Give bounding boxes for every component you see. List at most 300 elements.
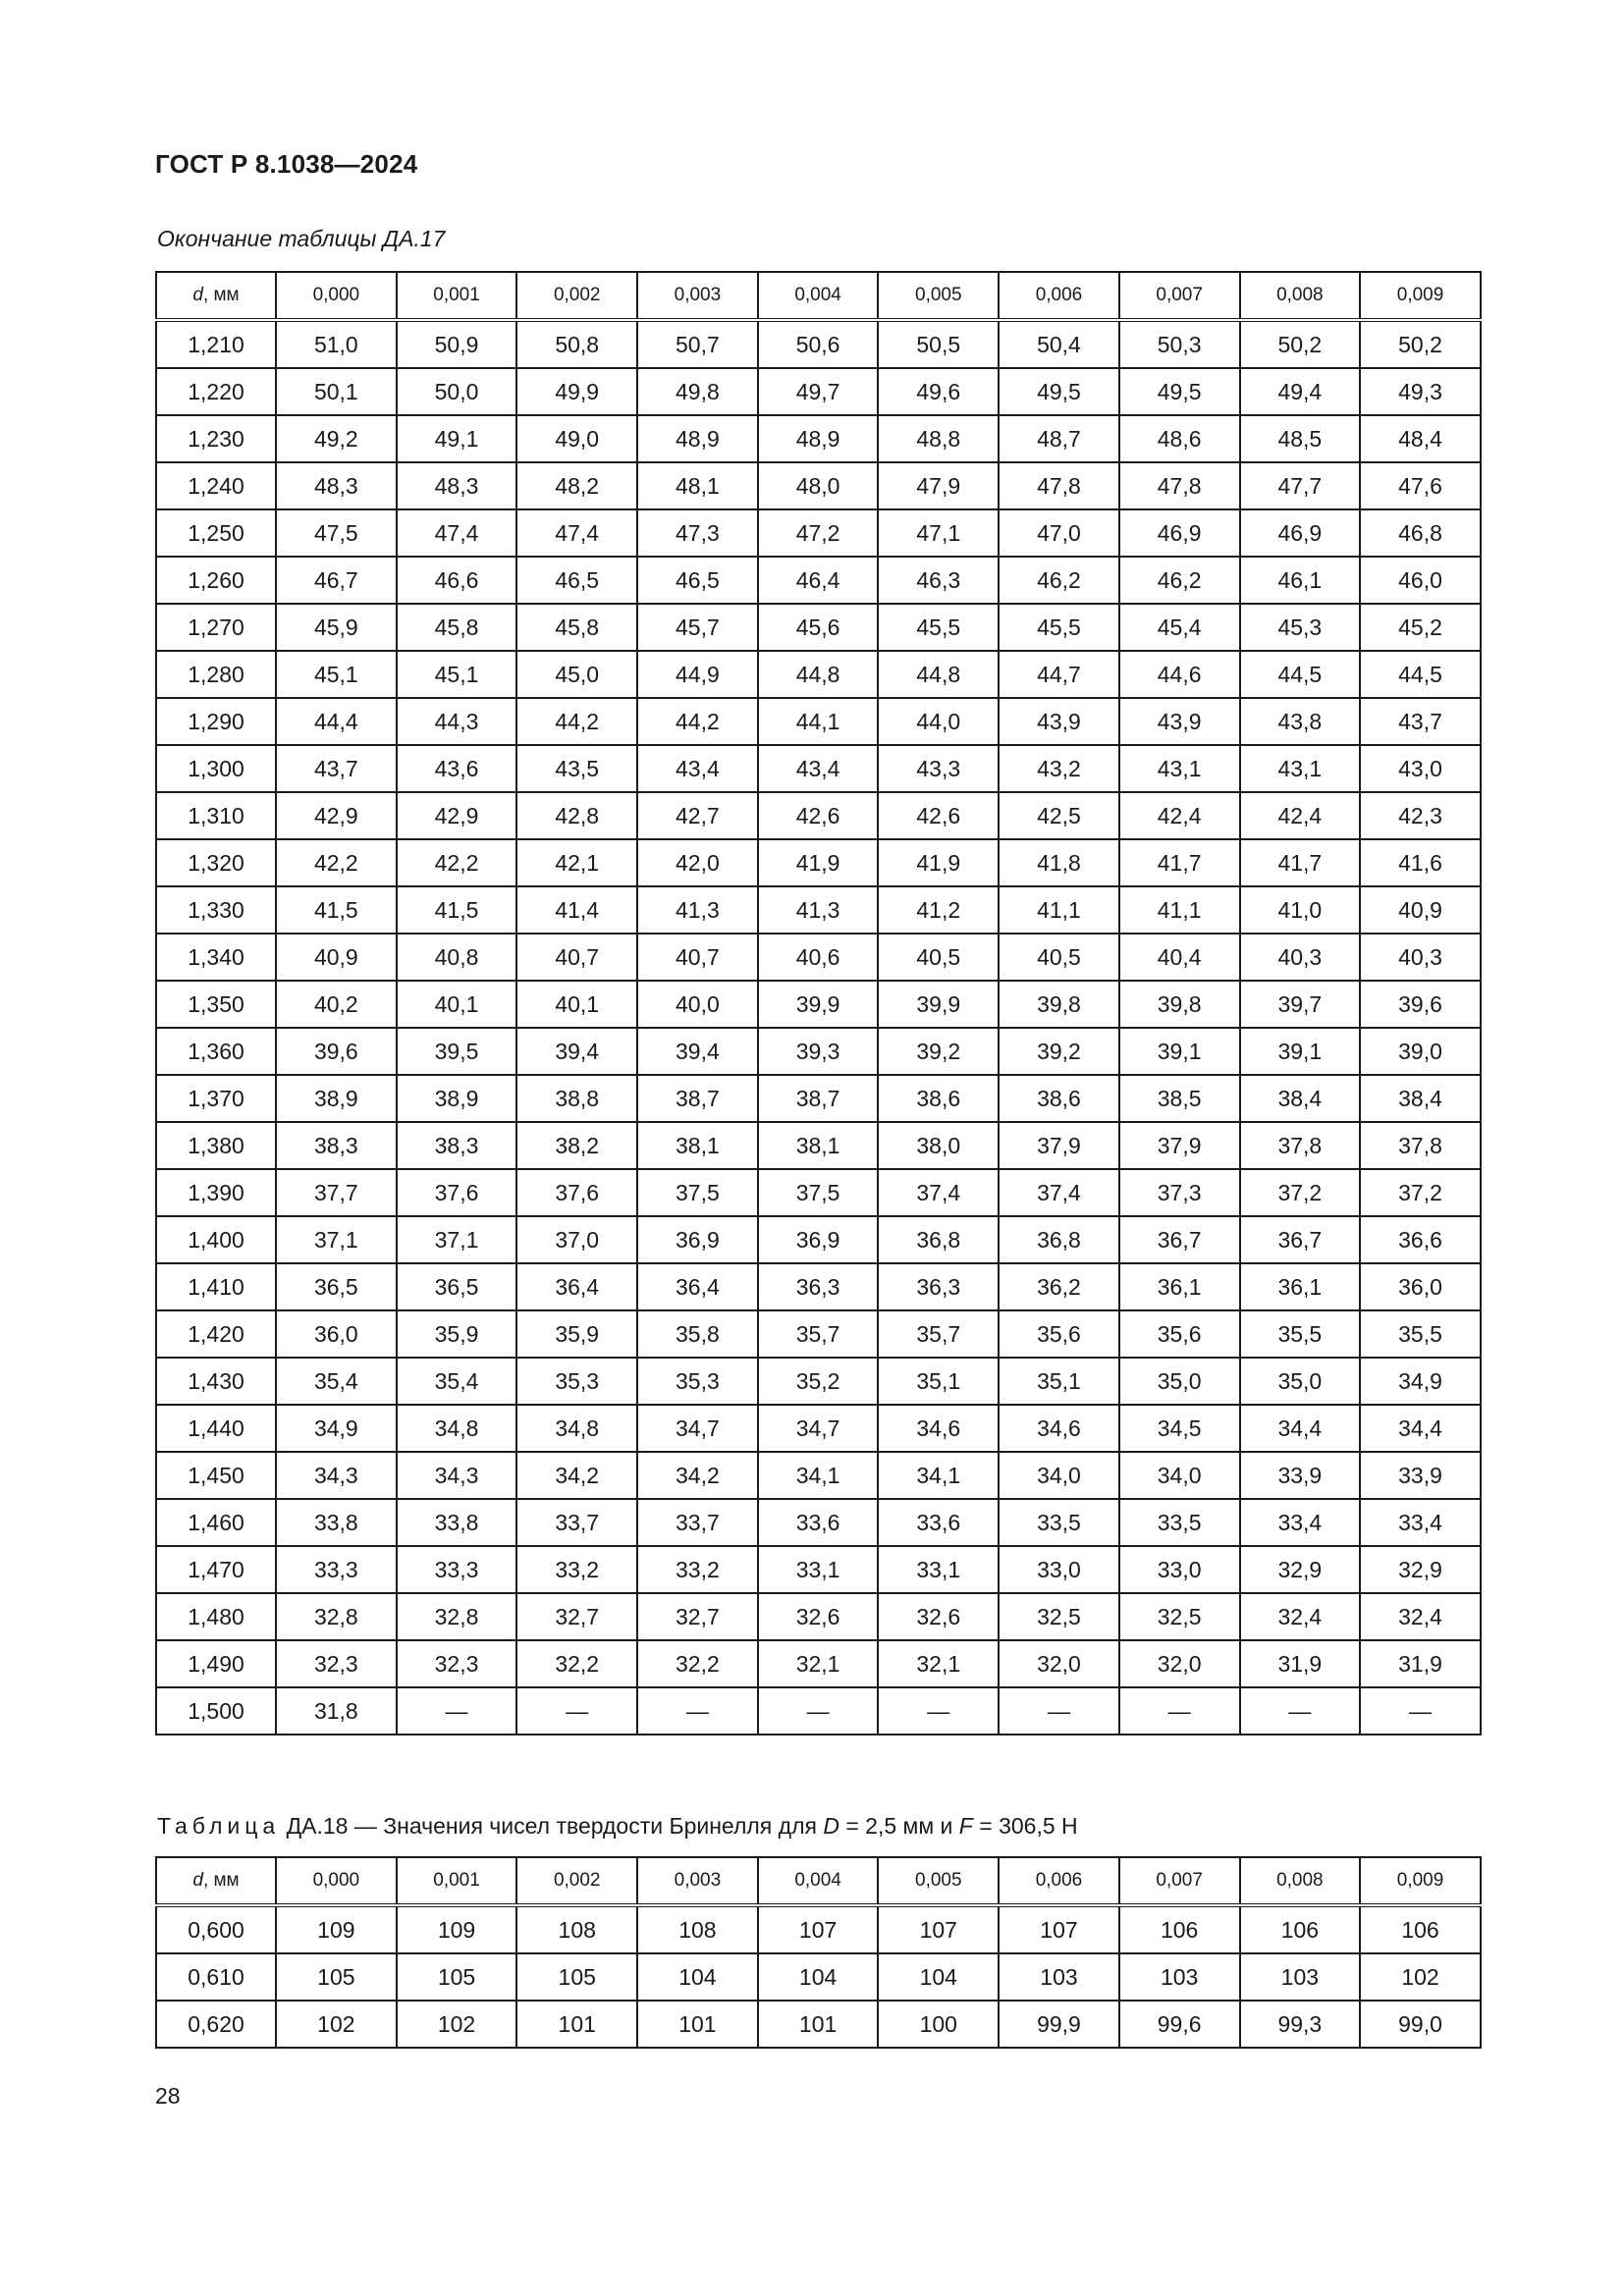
hardness-value-cell: 37,9	[1119, 1122, 1240, 1169]
hardness-value-cell: 100	[878, 2001, 999, 2048]
hardness-value-cell: 34,2	[516, 1452, 637, 1499]
hardness-value-cell: 102	[1360, 1953, 1481, 2001]
hardness-value-cell: —	[637, 1687, 758, 1735]
hardness-value-cell: 48,4	[1360, 415, 1481, 462]
hardness-value-cell: 34,3	[397, 1452, 517, 1499]
hardness-value-cell: 46,9	[1119, 509, 1240, 557]
hardness-value-cell: 36,1	[1119, 1263, 1240, 1310]
hardness-value-cell: 50,0	[397, 368, 517, 415]
table-row	[156, 557, 1481, 604]
hardness-value-cell: 47,5	[276, 509, 397, 557]
table-row	[156, 368, 1481, 415]
hardness-value-cell: 38,3	[397, 1122, 517, 1169]
hardness-value-cell: 47,4	[516, 509, 637, 557]
hardness-value-cell: 47,1	[878, 509, 999, 557]
hardness-value-cell: 36,4	[516, 1263, 637, 1310]
row-diameter-cell: 1,470	[156, 1546, 276, 1593]
hardness-value-cell: 34,1	[878, 1452, 999, 1499]
hardness-value-cell: 45,1	[276, 651, 397, 698]
column-header: 0,002	[516, 1857, 637, 1905]
column-header: 0,003	[637, 272, 758, 320]
hardness-value-cell: 39,9	[878, 981, 999, 1028]
hardness-value-cell: 33,0	[1119, 1546, 1240, 1593]
hardness-value-cell: 38,9	[397, 1075, 517, 1122]
hardness-value-cell: 33,5	[999, 1499, 1119, 1546]
hardness-value-cell: 43,1	[1119, 745, 1240, 792]
hardness-value-cell: 33,2	[516, 1546, 637, 1593]
hardness-value-cell: 39,8	[999, 981, 1119, 1028]
hardness-table-da18	[155, 1856, 1482, 2049]
hardness-value-cell: 49,6	[878, 368, 999, 415]
table-row	[156, 1546, 1481, 1593]
hardness-value-cell: 45,8	[516, 604, 637, 651]
hardness-value-cell: 37,0	[516, 1216, 637, 1263]
table-body	[156, 320, 1481, 1735]
hardness-value-cell: 35,1	[999, 1358, 1119, 1405]
hardness-value-cell: 106	[1119, 1905, 1240, 1953]
hardness-value-cell: 50,8	[516, 320, 637, 368]
hardness-value-cell: 42,7	[637, 792, 758, 839]
row-diameter-cell: 0,620	[156, 2001, 276, 2048]
hardness-value-cell: 34,9	[276, 1405, 397, 1452]
hardness-value-cell: 32,0	[999, 1640, 1119, 1687]
row-diameter-cell: 1,300	[156, 745, 276, 792]
hardness-value-cell: 40,8	[397, 934, 517, 981]
hardness-value-cell: 34,5	[1119, 1405, 1240, 1452]
caption-text-1: — Значения чисел твердости Бринелля для	[348, 1813, 824, 1839]
table-body	[156, 1905, 1481, 2048]
hardness-value-cell: 33,1	[758, 1546, 879, 1593]
hardness-value-cell: 99,6	[1119, 2001, 1240, 2048]
table-row	[156, 1593, 1481, 1640]
hardness-value-cell: 33,3	[276, 1546, 397, 1593]
hardness-value-cell: 34,8	[516, 1405, 637, 1452]
table-row	[156, 981, 1481, 1028]
hardness-value-cell: 41,4	[516, 886, 637, 934]
column-header: 0,008	[1240, 1857, 1361, 1905]
hardness-value-cell: 37,8	[1240, 1122, 1361, 1169]
hardness-value-cell: 41,1	[1119, 886, 1240, 934]
column-header: 0,006	[999, 1857, 1119, 1905]
hardness-value-cell: 48,6	[1119, 415, 1240, 462]
table-row	[156, 698, 1481, 745]
table-row	[156, 1028, 1481, 1075]
hardness-value-cell: —	[1240, 1687, 1361, 1735]
hardness-value-cell: 37,5	[637, 1169, 758, 1216]
hardness-value-cell: 37,4	[999, 1169, 1119, 1216]
hardness-value-cell: —	[758, 1687, 879, 1735]
hardness-value-cell: 39,2	[999, 1028, 1119, 1075]
row-diameter-cell: 1,430	[156, 1358, 276, 1405]
hardness-value-cell: 41,7	[1240, 839, 1361, 886]
hardness-value-cell: 36,0	[1360, 1263, 1481, 1310]
column-header: 0,008	[1240, 272, 1361, 320]
row-diameter-cell: 1,360	[156, 1028, 276, 1075]
hardness-value-cell: 103	[999, 1953, 1119, 2001]
hardness-value-cell: 33,2	[637, 1546, 758, 1593]
hardness-value-cell: 34,7	[637, 1405, 758, 1452]
row-diameter-cell: 1,350	[156, 981, 276, 1028]
hardness-value-cell: 47,6	[1360, 462, 1481, 509]
hardness-value-cell: 36,8	[878, 1216, 999, 1263]
hardness-value-cell: 32,8	[276, 1593, 397, 1640]
hardness-value-cell: 41,0	[1240, 886, 1361, 934]
hardness-value-cell: 36,7	[1240, 1216, 1361, 1263]
hardness-value-cell: 35,0	[1240, 1358, 1361, 1405]
hardness-value-cell: 34,4	[1360, 1405, 1481, 1452]
hardness-value-cell: 32,9	[1240, 1546, 1361, 1593]
table-row	[156, 1905, 1481, 1953]
column-header: 0,001	[397, 1857, 517, 1905]
hardness-value-cell: 44,8	[878, 651, 999, 698]
table-row	[156, 1310, 1481, 1358]
hardness-value-cell: 36,3	[878, 1263, 999, 1310]
row-diameter-cell: 1,250	[156, 509, 276, 557]
table-row	[156, 934, 1481, 981]
hardness-value-cell: 40,9	[276, 934, 397, 981]
hardness-value-cell: —	[999, 1687, 1119, 1735]
hardness-value-cell: 38,9	[276, 1075, 397, 1122]
hardness-value-cell: 33,3	[397, 1546, 517, 1593]
column-header: 0,000	[276, 272, 397, 320]
hardness-value-cell: 33,8	[397, 1499, 517, 1546]
hardness-value-cell: 102	[397, 2001, 517, 2048]
table-row	[156, 745, 1481, 792]
hardness-value-cell: 45,1	[397, 651, 517, 698]
hardness-value-cell: 32,6	[758, 1593, 879, 1640]
hardness-value-cell: —	[397, 1687, 517, 1735]
hardness-value-cell: 34,2	[637, 1452, 758, 1499]
hardness-value-cell: 43,3	[878, 745, 999, 792]
table-label: Таблица	[157, 1813, 281, 1839]
hardness-value-cell: 34,4	[1240, 1405, 1361, 1452]
hardness-value-cell: 39,8	[1119, 981, 1240, 1028]
hardness-value-cell: 39,3	[758, 1028, 879, 1075]
row-diameter-cell: 1,370	[156, 1075, 276, 1122]
hardness-value-cell: 38,5	[1119, 1075, 1240, 1122]
hardness-value-cell: 39,7	[1240, 981, 1361, 1028]
hardness-value-cell: 99,0	[1360, 2001, 1481, 2048]
hardness-value-cell: 36,9	[758, 1216, 879, 1263]
table-row	[156, 839, 1481, 886]
hardness-value-cell: 35,6	[1119, 1310, 1240, 1358]
hardness-value-cell: 36,5	[276, 1263, 397, 1310]
hardness-value-cell: 41,5	[397, 886, 517, 934]
hardness-value-cell: 38,1	[637, 1122, 758, 1169]
hardness-value-cell: —	[516, 1687, 637, 1735]
hardness-value-cell: 38,6	[999, 1075, 1119, 1122]
hardness-value-cell: 45,8	[397, 604, 517, 651]
row-diameter-cell: 1,490	[156, 1640, 276, 1687]
hardness-value-cell: 38,7	[637, 1075, 758, 1122]
table-row	[156, 1122, 1481, 1169]
hardness-value-cell: 31,8	[276, 1687, 397, 1735]
hardness-value-cell: 35,4	[276, 1358, 397, 1405]
hardness-value-cell: 42,9	[397, 792, 517, 839]
hardness-value-cell: 49,2	[276, 415, 397, 462]
hardness-value-cell: 35,3	[637, 1358, 758, 1405]
hardness-value-cell: 109	[397, 1905, 517, 1953]
table-row	[156, 1405, 1481, 1452]
hardness-value-cell: 37,6	[397, 1169, 517, 1216]
hardness-value-cell: 35,5	[1360, 1310, 1481, 1358]
row-diameter-cell: 1,310	[156, 792, 276, 839]
hardness-value-cell: 47,0	[999, 509, 1119, 557]
hardness-value-cell: 38,4	[1240, 1075, 1361, 1122]
hardness-value-cell: 38,2	[516, 1122, 637, 1169]
row-diameter-cell: 1,230	[156, 415, 276, 462]
hardness-value-cell: 31,9	[1240, 1640, 1361, 1687]
hardness-value-cell: 35,7	[758, 1310, 879, 1358]
hardness-value-cell: 99,3	[1240, 2001, 1361, 2048]
hardness-value-cell: 48,9	[637, 415, 758, 462]
column-header: 0,000	[276, 1857, 397, 1905]
hardness-value-cell: 37,3	[1119, 1169, 1240, 1216]
hardness-value-cell: 99,9	[999, 2001, 1119, 2048]
header-row	[156, 1857, 1481, 1905]
hardness-value-cell: 32,2	[637, 1640, 758, 1687]
hardness-value-cell: 101	[516, 2001, 637, 2048]
hardness-value-cell: 48,3	[397, 462, 517, 509]
table-row	[156, 1687, 1481, 1735]
hardness-value-cell: 38,1	[758, 1122, 879, 1169]
hardness-value-cell: 35,5	[1240, 1310, 1361, 1358]
table-row	[156, 1640, 1481, 1687]
hardness-value-cell: 105	[276, 1953, 397, 2001]
hardness-value-cell: 35,9	[516, 1310, 637, 1358]
hardness-value-cell: 40,7	[516, 934, 637, 981]
column-header: 0,006	[999, 272, 1119, 320]
hardness-value-cell: 41,2	[878, 886, 999, 934]
hardness-value-cell: 38,3	[276, 1122, 397, 1169]
table-row	[156, 604, 1481, 651]
hardness-value-cell: 104	[878, 1953, 999, 2001]
hardness-value-cell: 32,4	[1360, 1593, 1481, 1640]
hardness-value-cell: 46,0	[1360, 557, 1481, 604]
hardness-value-cell: 43,9	[1119, 698, 1240, 745]
hardness-value-cell: 34,0	[1119, 1452, 1240, 1499]
hardness-value-cell: 32,1	[758, 1640, 879, 1687]
hardness-value-cell: 48,5	[1240, 415, 1361, 462]
hardness-value-cell: 107	[999, 1905, 1119, 1953]
hardness-value-cell: 32,6	[878, 1593, 999, 1640]
hardness-value-cell: 104	[637, 1953, 758, 2001]
hardness-value-cell: 48,1	[637, 462, 758, 509]
hardness-value-cell: 47,8	[1119, 462, 1240, 509]
hardness-value-cell: 49,7	[758, 368, 879, 415]
hardness-value-cell: 49,5	[1119, 368, 1240, 415]
hardness-value-cell: 36,6	[1360, 1216, 1481, 1263]
hardness-value-cell: 40,1	[516, 981, 637, 1028]
hardness-value-cell: 105	[397, 1953, 517, 2001]
hardness-value-cell: 49,9	[516, 368, 637, 415]
row-diameter-cell: 0,600	[156, 1905, 276, 1953]
hardness-value-cell: 37,2	[1240, 1169, 1361, 1216]
row-diameter-cell: 1,380	[156, 1122, 276, 1169]
table-row	[156, 1263, 1481, 1310]
hardness-value-cell: 39,1	[1240, 1028, 1361, 1075]
hardness-value-cell: 42,2	[276, 839, 397, 886]
hardness-value-cell: 36,5	[397, 1263, 517, 1310]
hardness-value-cell: 32,3	[276, 1640, 397, 1687]
hardness-value-cell: 45,5	[878, 604, 999, 651]
hardness-value-cell: 34,0	[999, 1452, 1119, 1499]
hardness-value-cell: 107	[758, 1905, 879, 1953]
hardness-value-cell: 32,8	[397, 1593, 517, 1640]
hardness-value-cell: 40,4	[1119, 934, 1240, 981]
hardness-value-cell: 41,6	[1360, 839, 1481, 886]
hardness-value-cell: 35,3	[516, 1358, 637, 1405]
hardness-value-cell: 107	[878, 1905, 999, 1953]
hardness-value-cell: 40,5	[878, 934, 999, 981]
hardness-value-cell: 43,6	[397, 745, 517, 792]
hardness-value-cell: 44,1	[758, 698, 879, 745]
hardness-value-cell: 37,7	[276, 1169, 397, 1216]
hardness-value-cell: 46,5	[637, 557, 758, 604]
hardness-value-cell: 42,4	[1119, 792, 1240, 839]
column-header: 0,009	[1360, 1857, 1481, 1905]
hardness-value-cell: 50,5	[878, 320, 999, 368]
hardness-value-cell: 44,7	[999, 651, 1119, 698]
table-number: ДА.18	[286, 1813, 349, 1839]
table-row	[156, 320, 1481, 368]
hardness-value-cell: 37,8	[1360, 1122, 1481, 1169]
hardness-value-cell: 36,2	[999, 1263, 1119, 1310]
hardness-value-cell: 33,4	[1240, 1499, 1361, 1546]
hardness-value-cell: 50,4	[999, 320, 1119, 368]
hardness-value-cell: 41,9	[878, 839, 999, 886]
hardness-value-cell: 49,4	[1240, 368, 1361, 415]
table-row	[156, 1499, 1481, 1546]
hardness-value-cell: 46,3	[878, 557, 999, 604]
column-header: 0,002	[516, 272, 637, 320]
hardness-value-cell: 41,9	[758, 839, 879, 886]
hardness-value-cell: 32,0	[1119, 1640, 1240, 1687]
hardness-value-cell: 36,3	[758, 1263, 879, 1310]
table-row	[156, 1452, 1481, 1499]
hardness-value-cell: 40,0	[637, 981, 758, 1028]
page-number: 28	[155, 2083, 181, 2109]
hardness-value-cell: 37,4	[878, 1169, 999, 1216]
row-diameter-cell: 1,330	[156, 886, 276, 934]
hardness-value-cell: 39,2	[878, 1028, 999, 1075]
hardness-value-cell: 31,9	[1360, 1640, 1481, 1687]
hardness-value-cell: 34,9	[1360, 1358, 1481, 1405]
hardness-value-cell: —	[878, 1687, 999, 1735]
table-row	[156, 651, 1481, 698]
hardness-value-cell: 34,6	[999, 1405, 1119, 1452]
hardness-value-cell: 45,9	[276, 604, 397, 651]
hardness-value-cell: 37,1	[276, 1216, 397, 1263]
hardness-value-cell: 45,4	[1119, 604, 1240, 651]
hardness-value-cell: 34,8	[397, 1405, 517, 1452]
hardness-value-cell: 106	[1240, 1905, 1361, 1953]
hardness-value-cell: 43,4	[758, 745, 879, 792]
hardness-value-cell: 49,5	[999, 368, 1119, 415]
table-row	[156, 886, 1481, 934]
hardness-value-cell: 42,6	[758, 792, 879, 839]
hardness-value-cell: 32,3	[397, 1640, 517, 1687]
hardness-value-cell: 48,0	[758, 462, 879, 509]
column-header: 0,009	[1360, 272, 1481, 320]
hardness-value-cell: 39,4	[637, 1028, 758, 1075]
table-row	[156, 509, 1481, 557]
hardness-value-cell: 32,2	[516, 1640, 637, 1687]
hardness-value-cell: 44,8	[758, 651, 879, 698]
diameter-unit: , мм	[202, 285, 240, 305]
hardness-value-cell: 50,6	[758, 320, 879, 368]
row-diameter-cell: 1,450	[156, 1452, 276, 1499]
table-header	[156, 1857, 1481, 1905]
hardness-value-cell: 42,4	[1240, 792, 1361, 839]
hardness-value-cell: 45,3	[1240, 604, 1361, 651]
hardness-value-cell: 36,0	[276, 1310, 397, 1358]
row-diameter-cell: 1,340	[156, 934, 276, 981]
hardness-value-cell: 33,7	[516, 1499, 637, 1546]
hardness-value-cell: 39,6	[1360, 981, 1481, 1028]
hardness-value-cell: 45,0	[516, 651, 637, 698]
hardness-value-cell: 42,2	[397, 839, 517, 886]
column-header-diameter	[156, 1857, 276, 1905]
hardness-value-cell: 44,5	[1240, 651, 1361, 698]
hardness-value-cell: 35,2	[758, 1358, 879, 1405]
hardness-value-cell: 42,0	[637, 839, 758, 886]
diameter-symbol: d	[192, 285, 203, 305]
hardness-value-cell: 32,7	[516, 1593, 637, 1640]
hardness-value-cell: 43,1	[1240, 745, 1361, 792]
hardness-value-cell: 38,6	[878, 1075, 999, 1122]
hardness-value-cell: 40,1	[397, 981, 517, 1028]
row-diameter-cell: 1,390	[156, 1169, 276, 1216]
hardness-value-cell: 40,2	[276, 981, 397, 1028]
hardness-value-cell: 34,3	[276, 1452, 397, 1499]
hardness-value-cell: 34,1	[758, 1452, 879, 1499]
row-diameter-cell: 1,420	[156, 1310, 276, 1358]
table-row	[156, 1953, 1481, 2001]
hardness-value-cell: 35,9	[397, 1310, 517, 1358]
row-diameter-cell: 1,440	[156, 1405, 276, 1452]
hardness-value-cell: 35,6	[999, 1310, 1119, 1358]
hardness-value-cell: 32,9	[1360, 1546, 1481, 1593]
header-row	[156, 272, 1481, 320]
hardness-value-cell: 43,5	[516, 745, 637, 792]
table-header	[156, 272, 1481, 320]
table-continuation-caption: Окончание таблицы ДА.17	[157, 226, 446, 251]
table-title-caption	[157, 1813, 1078, 1840]
hardness-value-cell: 50,1	[276, 368, 397, 415]
hardness-value-cell: 36,7	[1119, 1216, 1240, 1263]
hardness-value-cell: 46,2	[1119, 557, 1240, 604]
hardness-value-cell: 49,0	[516, 415, 637, 462]
hardness-value-cell: 50,7	[637, 320, 758, 368]
hardness-value-cell: 33,6	[878, 1499, 999, 1546]
hardness-value-cell: 39,0	[1360, 1028, 1481, 1075]
row-diameter-cell: 1,240	[156, 462, 276, 509]
hardness-value-cell: 37,5	[758, 1169, 879, 1216]
hardness-value-cell: 44,5	[1360, 651, 1481, 698]
hardness-value-cell: 47,8	[999, 462, 1119, 509]
hardness-value-cell: 45,2	[1360, 604, 1481, 651]
hardness-value-cell: 36,4	[637, 1263, 758, 1310]
hardness-value-cell: 104	[758, 1953, 879, 2001]
column-header: 0,004	[758, 272, 879, 320]
hardness-value-cell: 38,8	[516, 1075, 637, 1122]
hardness-value-cell: 43,9	[999, 698, 1119, 745]
hardness-value-cell: 47,3	[637, 509, 758, 557]
hardness-value-cell: 38,7	[758, 1075, 879, 1122]
hardness-value-cell: 109	[276, 1905, 397, 1953]
hardness-value-cell: 103	[1119, 1953, 1240, 2001]
